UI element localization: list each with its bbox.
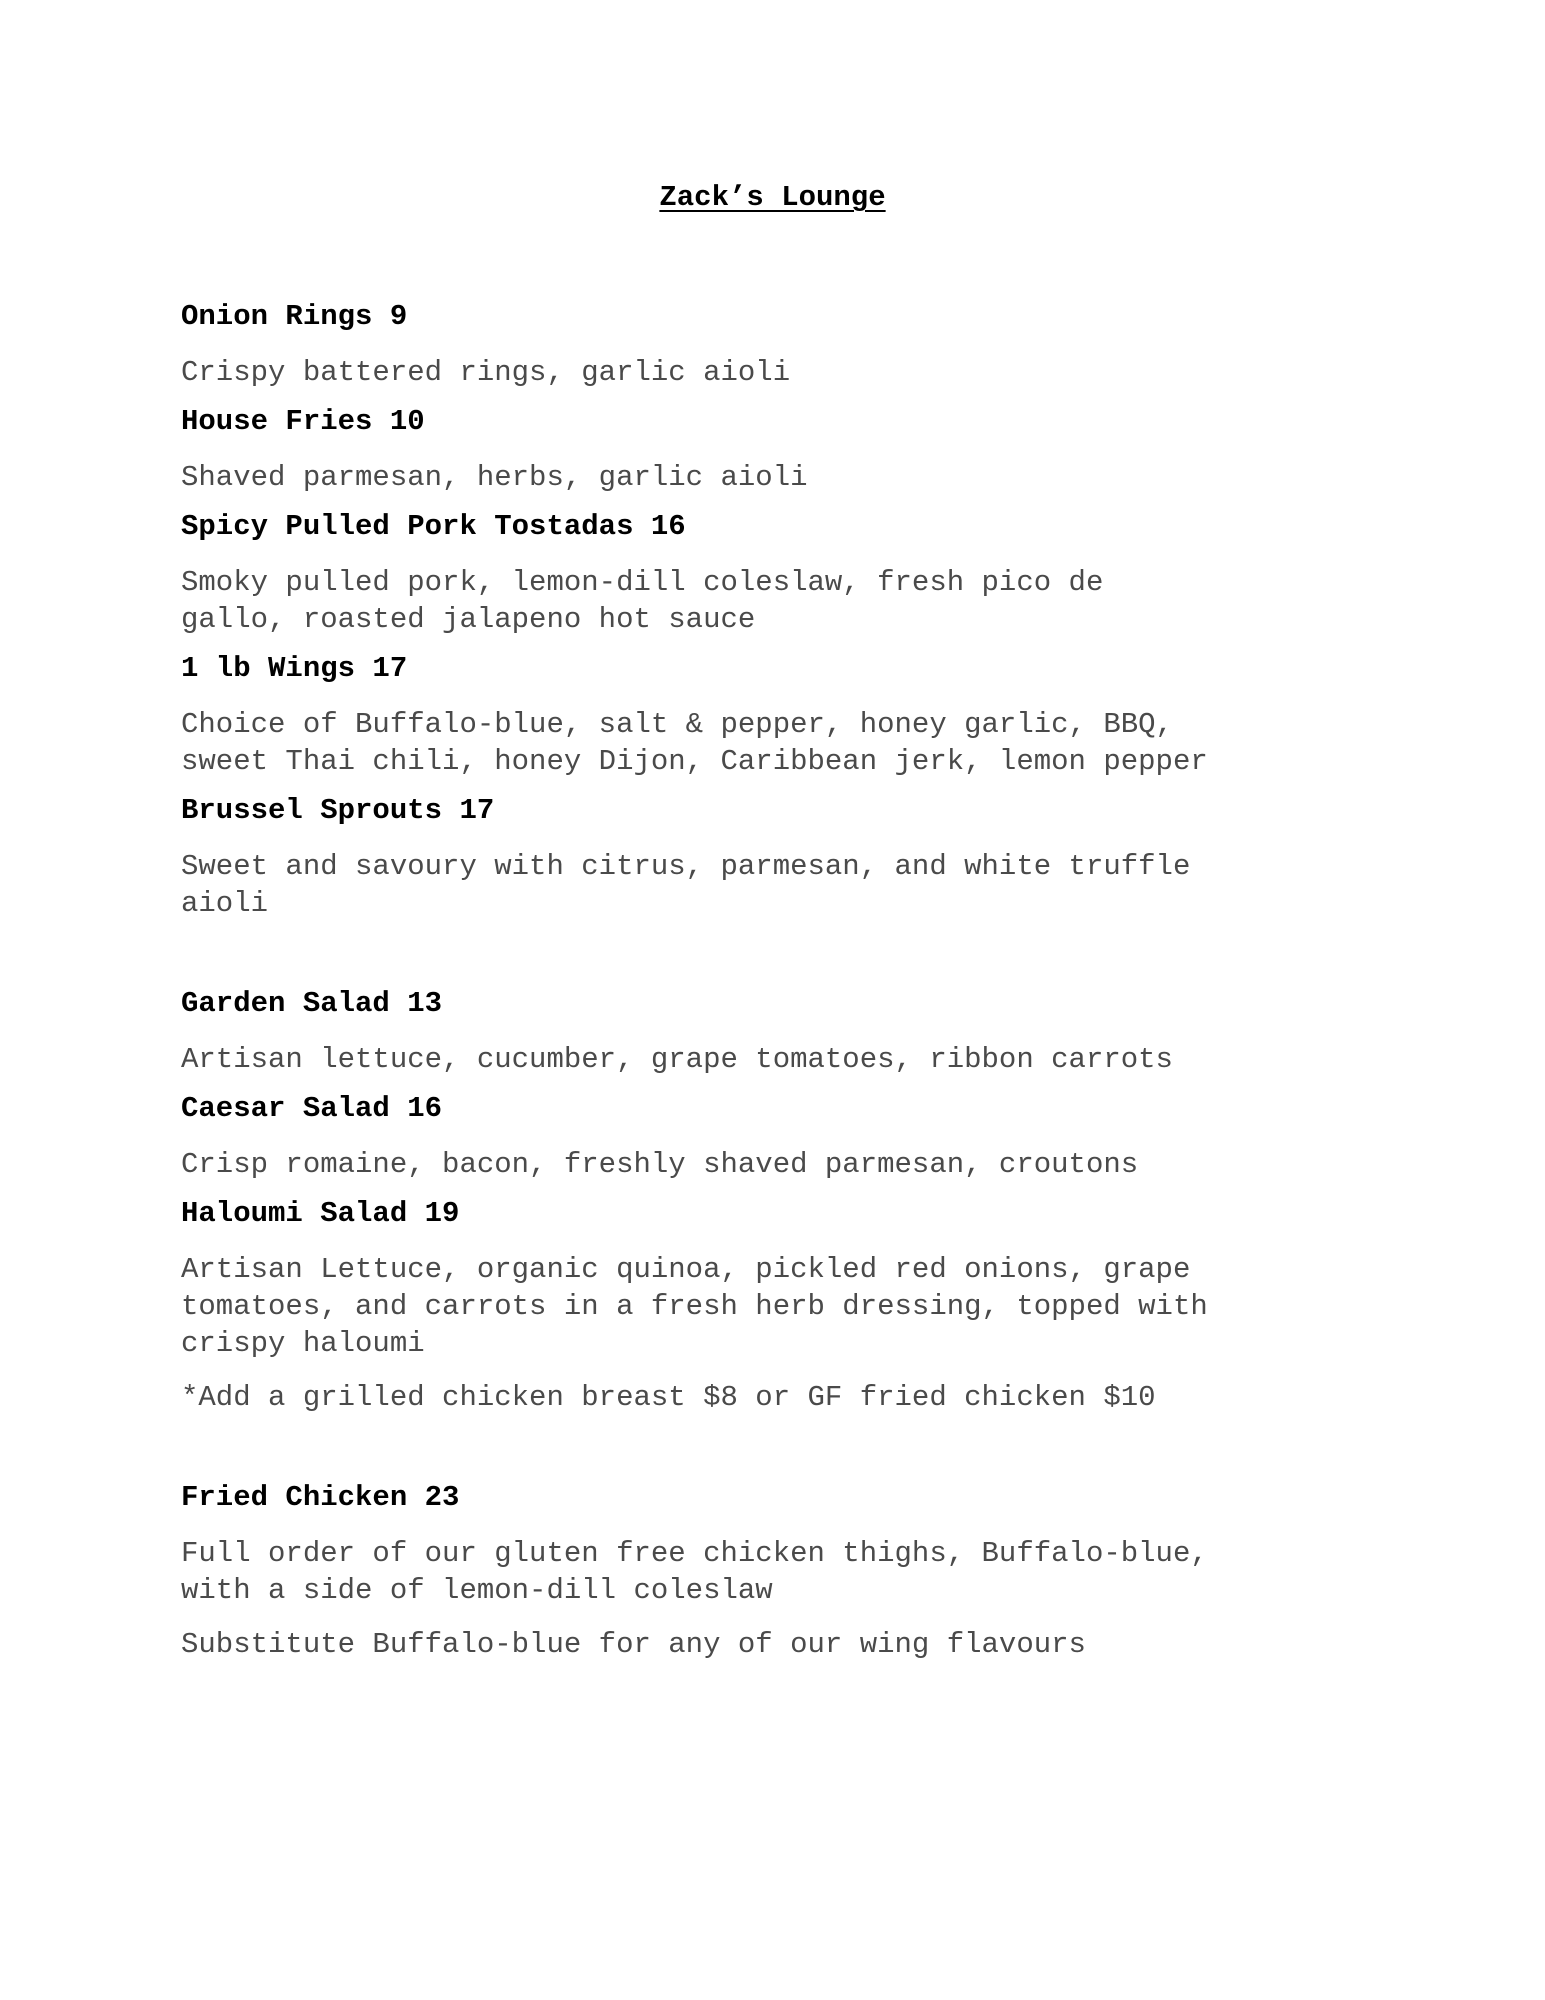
menu-item — [181, 507, 1381, 638]
item-description: Artisan Lettuce, organic quinoa, pickled red onions, grape tomatoes, and carrots in a fresh herb dressing, topped with crispy haloumi — [181, 1253, 1208, 1360]
menu-title-text: Zack’s Lounge — [659, 181, 886, 214]
menu-section-starters — [181, 297, 1381, 922]
menu-section-mains — [181, 1478, 1381, 1663]
menu-section-salads — [181, 984, 1381, 1416]
item-description: Full order of our gluten free chicken thighs, Buffalo-blue, with a side of lemon-dill coleslaw — [181, 1537, 1208, 1607]
menu-item — [181, 402, 1381, 496]
item-name: Fried Chicken 23 — [181, 1481, 460, 1514]
item-description: Choice of Buffalo-blue, salt & pepper, honey garlic, BBQ, sweet Thai chili, honey Dijon, Caribbean jerk, lemon pepper — [181, 708, 1208, 778]
menu-body — [181, 297, 1381, 1663]
item-description: Shaved parmesan, herbs, garlic aioli — [181, 461, 808, 494]
item-description: Crispy battered rings, garlic aioli — [181, 356, 791, 389]
item-name: Caesar Salad 16 — [181, 1092, 443, 1125]
item-description: Artisan lettuce, cucumber, grape tomatoes, ribbon carrots — [181, 1043, 1173, 1076]
item-description: Smoky pulled pork, lemon-dill coleslaw, fresh pico de gallo, roasted jalapeno hot sauce — [181, 566, 1104, 636]
item-description: Crisp romaine, bacon, freshly shaved parmesan, croutons — [181, 1148, 1139, 1181]
item-name: House Fries 10 — [181, 405, 425, 438]
item-name: Garden Salad 13 — [181, 987, 443, 1020]
menu-title — [0, 178, 1545, 218]
item-description: Sweet and savoury with citrus, parmesan, and white truffle aioli — [181, 850, 1191, 920]
section-note: Substitute Buffalo-blue for any of our wing flavours — [181, 1628, 1086, 1661]
menu-item — [181, 1194, 1381, 1362]
menu-item — [181, 649, 1381, 780]
item-name: Onion Rings 9 — [181, 300, 408, 333]
menu-item — [181, 1478, 1381, 1609]
menu-item — [181, 297, 1381, 391]
item-name: Brussel Sprouts 17 — [181, 794, 495, 827]
item-name: Spicy Pulled Pork Tostadas 16 — [181, 510, 686, 543]
section-note: *Add a grilled chicken breast $8 or GF fried chicken $10 — [181, 1381, 1156, 1414]
menu-item — [181, 984, 1381, 1078]
item-name: 1 lb Wings 17 — [181, 652, 408, 685]
item-name: Haloumi Salad 19 — [181, 1197, 460, 1230]
menu-item — [181, 791, 1381, 922]
menu-item — [181, 1089, 1381, 1183]
